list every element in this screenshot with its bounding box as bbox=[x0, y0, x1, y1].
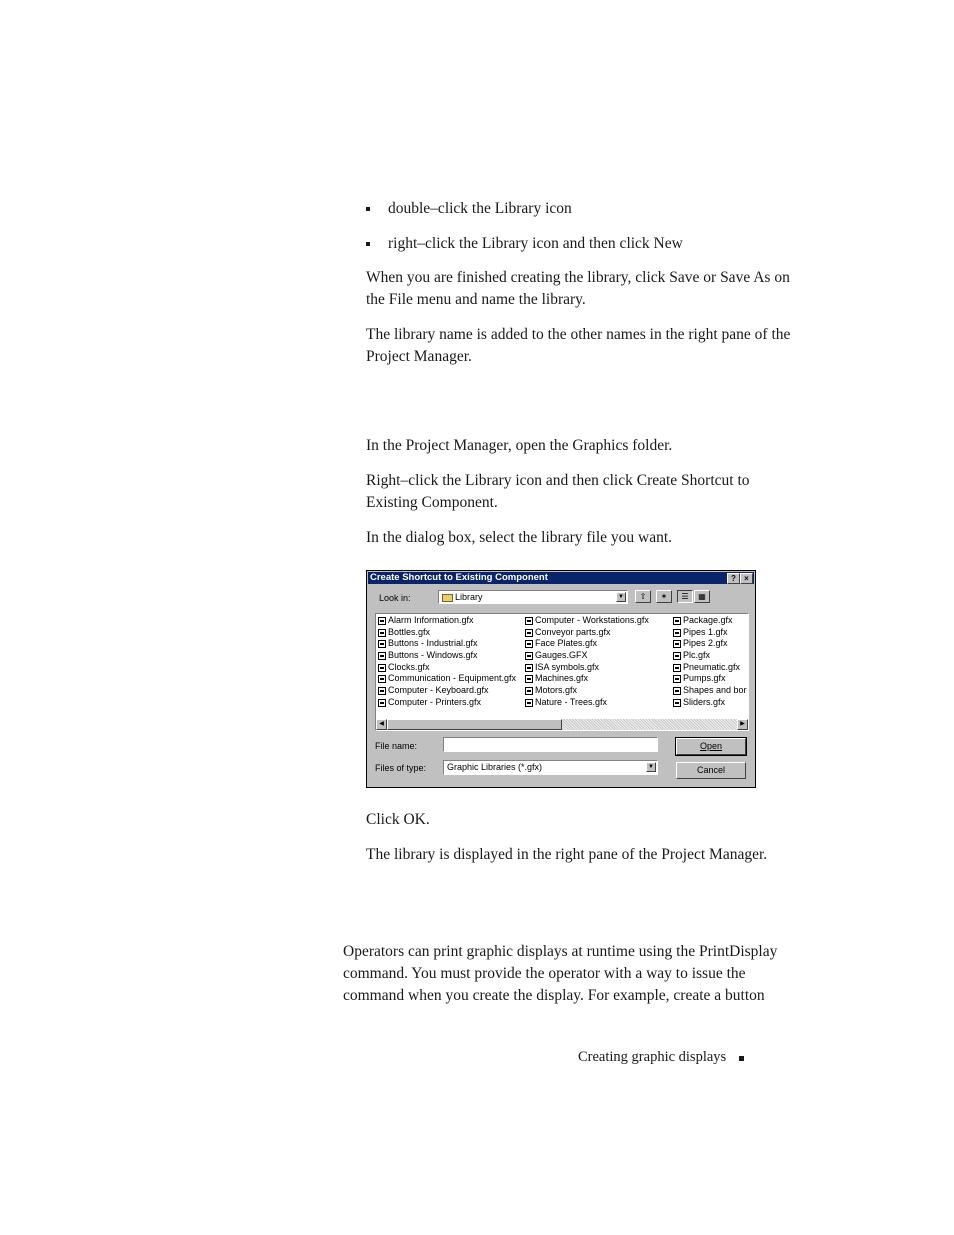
bullet-marker bbox=[366, 207, 370, 211]
file-name-text: Machines.gfx bbox=[535, 673, 589, 684]
file-name-text: Face Plates.gfx bbox=[535, 638, 598, 649]
paragraph-click-ok: Click OK. bbox=[366, 811, 430, 828]
chevron-down-icon[interactable]: ▼ bbox=[616, 592, 626, 602]
file-list-item[interactable] bbox=[378, 697, 516, 709]
gfx-file-icon bbox=[525, 652, 533, 660]
file-list-item[interactable] bbox=[673, 697, 747, 709]
file-list-item[interactable] bbox=[378, 662, 516, 674]
file-name-text: Sliders.gfx bbox=[683, 696, 726, 707]
folder-icon bbox=[442, 594, 453, 602]
gfx-file-icon bbox=[525, 664, 533, 672]
gfx-file-icon bbox=[673, 629, 681, 637]
files-of-type-label: Files of type: bbox=[375, 763, 427, 773]
look-in-label: Look in: bbox=[379, 593, 411, 603]
file-list-item[interactable] bbox=[378, 638, 516, 650]
file-list[interactable] bbox=[375, 613, 749, 731]
file-name-text: Communication - Equipment.gfx bbox=[388, 673, 517, 684]
file-list-item[interactable] bbox=[378, 627, 516, 639]
paragraph-create-shortcut: Right–click the Library icon and then click Create Shortcut to Existing Component. bbox=[366, 472, 750, 511]
file-name-text: Shapes and bor bbox=[683, 685, 747, 696]
file-name-text: Nature - Trees.gfx bbox=[535, 696, 608, 707]
gfx-file-icon bbox=[378, 652, 386, 660]
files-of-type-value: Graphic Libraries (*.gfx) bbox=[447, 762, 543, 772]
file-name-text: Clocks.gfx bbox=[388, 661, 430, 672]
gfx-file-icon bbox=[378, 699, 386, 707]
file-name-text: Computer - Workstations.gfx bbox=[535, 615, 649, 625]
file-name-text: Buttons - Industrial.gfx bbox=[388, 638, 478, 649]
paragraph-open-graphics: In the Project Manager, open the Graphics folder. bbox=[366, 437, 673, 454]
file-list-item[interactable] bbox=[378, 685, 516, 697]
gfx-file-icon bbox=[378, 629, 386, 637]
paragraph-save-library: When you are finished creating the library, click Save or Save As on the File menu and name the library. bbox=[366, 269, 790, 308]
gfx-file-icon bbox=[378, 640, 386, 648]
file-name-text: Motors.gfx bbox=[535, 685, 578, 696]
file-name-text: Computer - Keyboard.gfx bbox=[388, 685, 489, 696]
bullet-marker bbox=[366, 242, 370, 246]
gfx-file-icon bbox=[673, 652, 681, 660]
file-list-item[interactable] bbox=[525, 662, 649, 674]
look-in-select[interactable] bbox=[438, 590, 628, 604]
file-name-text: Plc.gfx bbox=[683, 650, 711, 661]
gfx-file-icon bbox=[378, 664, 386, 672]
bullet-item-2 bbox=[388, 233, 683, 255]
gfx-file-icon bbox=[378, 617, 386, 625]
gfx-file-icon bbox=[673, 675, 681, 683]
file-name-text: Pipes 1.gfx bbox=[683, 626, 728, 637]
files-of-type-select[interactable] bbox=[443, 760, 658, 775]
file-name-text: Package.gfx bbox=[683, 615, 733, 625]
file-name-text: Pipes 2.gfx bbox=[683, 638, 728, 649]
gfx-file-icon bbox=[525, 675, 533, 683]
gfx-file-icon bbox=[525, 629, 533, 637]
file-list-item[interactable] bbox=[525, 650, 649, 662]
paragraph-library-name: The library name is added to the other names in the right pane of the Project Manager. bbox=[366, 326, 791, 365]
file-list-item[interactable] bbox=[673, 662, 747, 674]
file-list-item[interactable] bbox=[525, 673, 649, 685]
gfx-file-icon bbox=[673, 640, 681, 648]
file-list-item[interactable] bbox=[525, 638, 649, 650]
bullet-text: double–click the Library icon bbox=[388, 200, 572, 217]
file-list-item[interactable] bbox=[525, 685, 649, 697]
scroll-thumb[interactable] bbox=[387, 719, 562, 730]
gfx-file-icon bbox=[525, 699, 533, 707]
new-folder-icon[interactable]: ✶ bbox=[656, 590, 672, 603]
file-list-item[interactable] bbox=[378, 673, 516, 685]
file-list-item[interactable] bbox=[378, 615, 516, 627]
dialog-title: Create Shortcut to Existing Component bbox=[370, 572, 548, 583]
gfx-file-icon bbox=[673, 687, 681, 695]
file-list-item[interactable] bbox=[525, 615, 649, 627]
file-list-item[interactable] bbox=[673, 650, 747, 662]
file-column-1 bbox=[378, 615, 516, 709]
gfx-file-icon bbox=[378, 687, 386, 695]
file-list-item[interactable] bbox=[673, 673, 747, 685]
bullet-text: right–click the Library icon and then click New bbox=[388, 235, 683, 252]
file-name-text: Pumps.gfx bbox=[683, 673, 726, 684]
paragraph-select-file: In the dialog box, select the library file you want. bbox=[366, 529, 673, 546]
file-list-item[interactable] bbox=[673, 615, 747, 627]
gfx-file-icon bbox=[378, 675, 386, 683]
scroll-left-icon[interactable]: ◀ bbox=[376, 719, 387, 730]
file-name-text: Gauges.GFX bbox=[535, 650, 588, 661]
gfx-file-icon bbox=[673, 699, 681, 707]
gfx-file-icon bbox=[525, 687, 533, 695]
file-list-item[interactable] bbox=[673, 685, 747, 697]
details-view-icon[interactable]: ▦ bbox=[694, 590, 710, 603]
page-footer bbox=[578, 1047, 726, 1067]
help-button[interactable]: ? bbox=[727, 573, 740, 584]
file-name-text: Pneumatic.gfx bbox=[683, 661, 741, 672]
bullet-item-1 bbox=[388, 198, 572, 220]
dialog-titlebar bbox=[368, 572, 754, 584]
file-list-item[interactable] bbox=[673, 638, 747, 650]
paragraph-library-displayed: The library is displayed in the right pane of the Project Manager. bbox=[366, 846, 768, 863]
gfx-file-icon bbox=[673, 617, 681, 625]
close-button[interactable]: × bbox=[740, 573, 753, 584]
gfx-file-icon bbox=[673, 664, 681, 672]
file-list-item[interactable] bbox=[378, 650, 516, 662]
file-list-item[interactable] bbox=[673, 627, 747, 639]
gfx-file-icon bbox=[525, 640, 533, 648]
file-name-label: File name: bbox=[375, 741, 418, 751]
list-view-icon[interactable]: ☰ bbox=[677, 590, 693, 603]
create-shortcut-dialog bbox=[366, 570, 756, 788]
look-in-value: Library bbox=[455, 592, 483, 602]
chevron-down-icon[interactable]: ▼ bbox=[646, 762, 656, 772]
file-name-text: Bottles.gfx bbox=[388, 626, 431, 637]
gfx-file-icon bbox=[525, 617, 533, 625]
footer-marker bbox=[739, 1056, 744, 1061]
horizontal-scrollbar[interactable] bbox=[376, 719, 748, 730]
file-name-text: Computer - Printers.gfx bbox=[388, 696, 482, 707]
open-button[interactable]: Open bbox=[676, 738, 746, 755]
scroll-right-icon[interactable]: ▶ bbox=[737, 719, 748, 730]
file-name-text: Buttons - Windows.gfx bbox=[388, 650, 478, 661]
file-name-text: ISA symbols.gfx bbox=[535, 661, 600, 672]
file-name-text: Conveyor parts.gfx bbox=[535, 626, 611, 637]
file-list-item[interactable] bbox=[525, 627, 649, 639]
file-name-text: Alarm Information.gfx bbox=[388, 615, 474, 625]
file-list-item[interactable] bbox=[525, 697, 649, 709]
footer-title: Creating graphic displays bbox=[578, 1049, 727, 1065]
file-column-2 bbox=[525, 615, 649, 709]
paragraph-print-display: Operators can print graphic displays at runtime using the PrintDisplay command. You must provide the operator with a way to issue the command when you create the display. For example, create a button bbox=[343, 943, 778, 1004]
cancel-button[interactable]: Cancel bbox=[676, 762, 746, 779]
up-folder-icon[interactable]: ⇧ bbox=[635, 590, 651, 603]
file-column-3 bbox=[673, 615, 747, 709]
file-name-input[interactable] bbox=[443, 737, 658, 752]
